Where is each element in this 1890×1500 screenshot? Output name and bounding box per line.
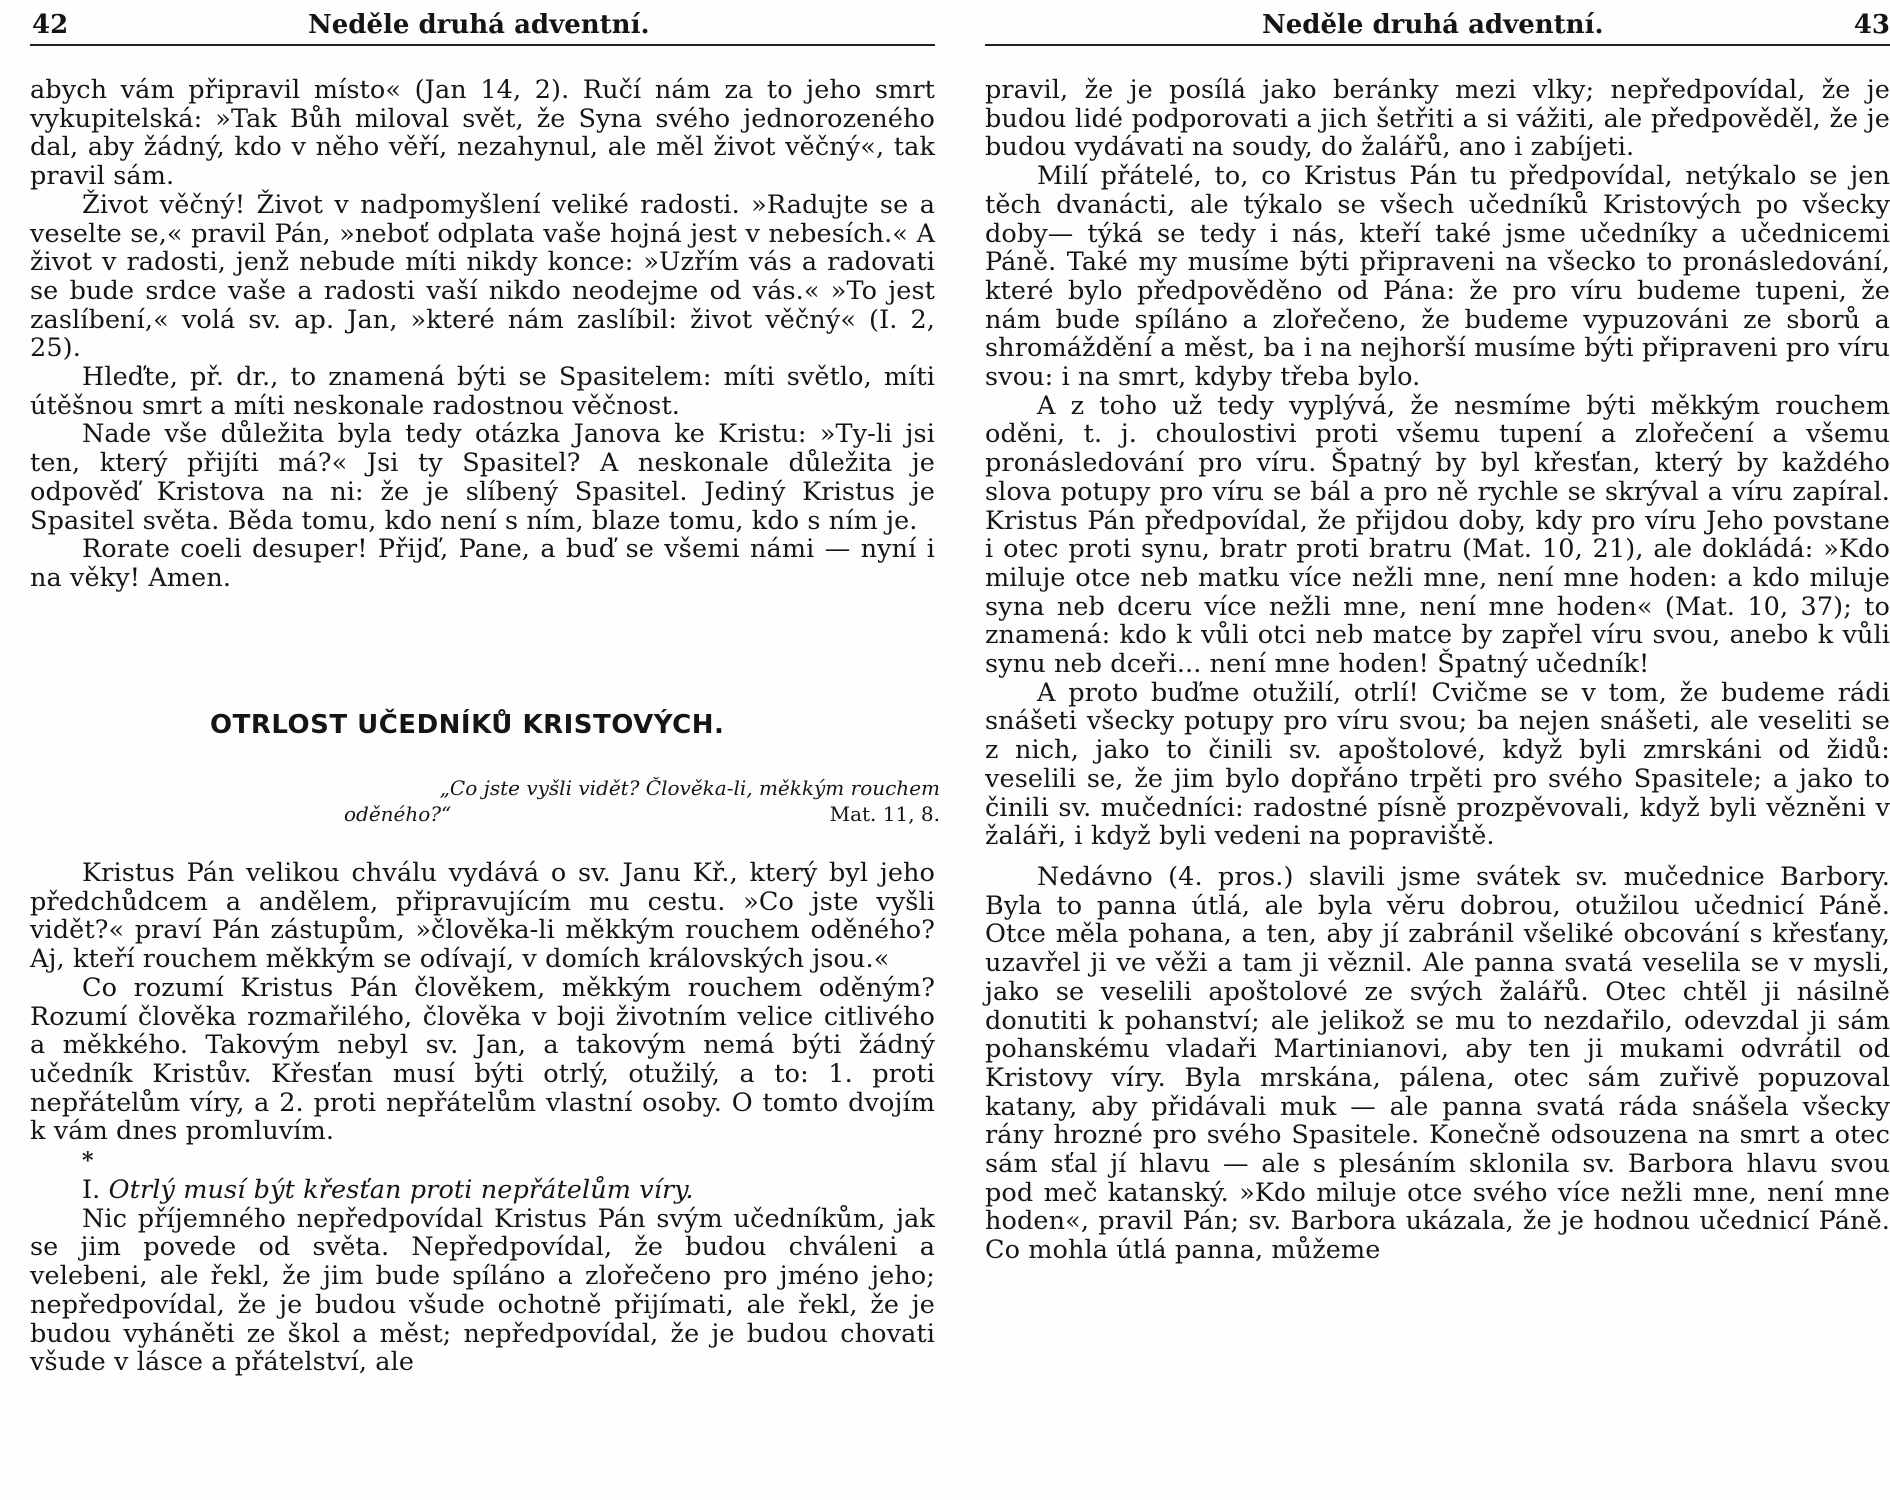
paragraph: A proto buďme otužilí, otrlí! Cvičme se v tom, že budeme rádi snášeti všecky potupy pro víru svou; ba nejen snášeti, ale veseliti se z nich, jako to činili sv. apoštolové, když byli zmrskáni od židů: veselili se, že jim bylo dopřáno trpěti pro svého Spasitele; a jako to činili sv. mučedníci: radostné písně prozpěvovali, když byli vězněni v žaláři, i když byli vedeni na popraviště.: [985, 677, 1890, 852]
paragraph: Nade vše důležita byla tedy otázka Janova ke Kristu: »Ty-li jsi ten, který přijíti má?« Jsi ty Spasitel? A neskonale důležita je odpověď Kristova na ni: že je slíbený Spasitel. Jediný Kristus je Spasitel světa. Běda tomu, kdo není s ním, blaze tomu, kdo s ním je.: [30, 419, 935, 536]
section-title: Otrlý musí být křesťan proti nepřátelům víry.: [108, 1175, 694, 1206]
running-head: [985, 8, 1890, 42]
paragraph: Co rozumí Kristus Pán člověkem, měkkým rouchem oděným? Rozumí člověka rozmařilého, člověka v boji životním velice citlivého a měkkého. Takovým nebyl sv. Jan, a takovým nemá býti žádný učedník Kristův. Křesťan musí býti otrlý, otužilý, a to: 1. proti nepřátelům víry, a 2. proti nepřátelům vlastní osoby. O tomto dvojím k vám dnes promluvím.: [30, 972, 935, 1147]
header-rule: [30, 44, 935, 46]
paragraph: Rorate coeli desuper! Přijď, Pane, a buď se všemi námi — nyní i na věky! Amen.: [30, 534, 935, 593]
right-page: [985, 0, 1890, 1500]
paragraph: Nedávno (4. pros.) slavili jsme svátek sv. mučednice Barbory. Byla to panna útlá, ale byla věru dobrou, otužilou učednicí Páně. Otce měla pohana, a ten, aby jí zabránil všeliké obcování s křesťany, uzavřel ji ve věži a tam ji věznil. Ale panna svatá veselila se v mysli, jako se veselili apoštolové ze svých žalářů. Otec chtěl ji násilně donutiti k pohanství; ale jelikož se mu to nezdařilo, odevzdal ji sám pohanskému vladaři Martinianovi, aby ten ji mukami odvrátil od Kristovy víry. Byla mrskána, pálena, otec sám zuřivě popuzoval katany, aby přidávali muk — ale panna svatá ráda snášela všecky rány hrozné pro svého Spasitele. Konečně odsouzena na smrt a otec sám sťal jí hlavu — ale s plesáním sklonila sv. Barbora hlavu svou pod meč katanský. »Kdo miluje otce svého více nežli mne, není mne hoden«, pravil Pán; sv. Barbora ukázala, že je hodnou učednicí Páně. Co mohla útlá panna, můžeme: [985, 861, 1890, 1266]
header-rule: [985, 44, 1890, 46]
paragraph: Kristus Pán velikou chválu vydává o sv. Janu Kř., který byl jeho předchůdcem a andělem, připravujícím mu cestu. »Co jste vyšli vidět?« praví Pán zástupům, »člověka-li měkkým rouchem oděného? Aj, kteří rouchem měkkým se odívají, v domích královských jsou.«: [30, 858, 935, 975]
paragraph: Nic příjemného nepředpovídal Kristus Pán svým učedníkům, jak se jim povede od světa. Nepředpovídal, že budou chváleni a velebeni, ale řekl, že jim bude spíláno a zlořečeno pro jméno jeho; nepředpovídal, že je budou všude ochotně přijímati, ale řekl, že je budou vyháněti ze škol a měst; nepředpovídal, že je budou chovati všude v lásce a přátelství, ale: [30, 1203, 935, 1378]
page-number: 43: [1853, 10, 1890, 40]
page-number: 42: [32, 10, 69, 40]
epigraph-reference: Mat. 11, 8.: [829, 802, 940, 826]
section-number: I.: [82, 1175, 101, 1206]
paragraph: Život věčný! Život v nadpomyšlení veliké radosti. »Radujte se a veselte se,« pravil Pán, »neboť odplata vaše hojná jest v nebesích.« A život v radosti, jenž nebude míti nikdy konce: »Uzřím vás a radovati se bude srdce vaše a radosti vaší nikdo neodejme od vás.« »To jest zaslíbení,« volá sv. ap. Jan, »které nám zaslíbil: život věčný« (I. 2, 25).: [30, 189, 935, 364]
body-text: [985, 76, 1890, 1265]
body-text-bottom: [30, 859, 935, 1377]
left-page: [30, 0, 940, 1500]
paragraph: pravil, že je posílá jako beránky mezi vlky; nepředpovídal, že je budou lidé podporovati a jich šetřiti a si vážiti, ale předpověděl, že je budou vydávati na soudy, do žalářů, ano i zabíjeti.: [985, 75, 1890, 163]
paragraph: abych vám připravil místo« (Jan 14, 2). Ručí nám za to jeho smrt vykupitelská: »Tak Bůh miloval svět, že Syna svého jednorozeného dal, aby žádný, kdo v něho věří, nezahynul, ale měl život věčný«, tak pravil sám.: [30, 75, 935, 192]
running-head: [30, 8, 935, 42]
paragraph: Milí přátelé, to, co Kristus Pán tu předpovídal, netýkalo se jen těch dvanácti, ale týkalo se všech učedníků Kristových po všecky doby— týká se tedy i nás, kteří také jsme učedníky a učednicemi Páně. Také my musíme býti připraveni na všecko to pronásledování, které bylo předpověděno od Pána: že pro víru budeme tupeni, že nám bude spíláno a zlořečeno, že budeme vypuzováni ze sborů a shromáždění a měst, ba i na nejhorší musíme býti připraveni pro víru svou: i na smrt, kdyby třeba bylo.: [985, 161, 1890, 393]
paragraph: A z toho už tedy vyplývá, že nesmíme býti měkkým rouchem oděni, t. j. choulostivi proti všemu tupení a zlořečení a všemu pronásledování pro víru. Špatný by byl křesťan, který by každého slova potupy pro víru se bál a pro ně rychle se skrýval a víru zapíral. Kristus Pán předpovídal, že přijdou doby, kdy pro víru Jeho povstane i otec proti synu, bratr proti bratru (Mat. 10, 21), ale dokládá: »Kdo miluje otce neb matku více nežli mne, není mne hoden: a kdo miluje syna neb dceru více nežli mne, není mne hoden« (Mat. 10, 37); to znamená: kdo k vůli otci neb matce by zapřel víru svou, anebo k vůli synu neb dceři... není mne hoden! Špatný učedník!: [985, 390, 1890, 680]
paragraph: Hleďte, př. dr., to znamená býti se Spasitelem: míti světlo, míti útěšnou smrt a míti neskonale radostnou věčnost.: [30, 362, 935, 421]
section-divider: *: [82, 1148, 94, 1175]
epigraph-quote: „Co jste vyšli vidět? Člověka-li, měkkým rouchem: [439, 776, 940, 800]
epigraph: [340, 775, 940, 826]
body-text-top: [30, 76, 935, 593]
running-title: Neděle druhá adventní.: [1262, 10, 1604, 40]
epigraph-quote-end: oděného?“: [344, 802, 452, 826]
sermon-title: OTRLOST UČEDNÍKŮ KRISTOVÝCH.: [210, 710, 725, 740]
section-heading: [30, 1176, 935, 1205]
running-title: Neděle druhá adventní.: [308, 10, 650, 40]
